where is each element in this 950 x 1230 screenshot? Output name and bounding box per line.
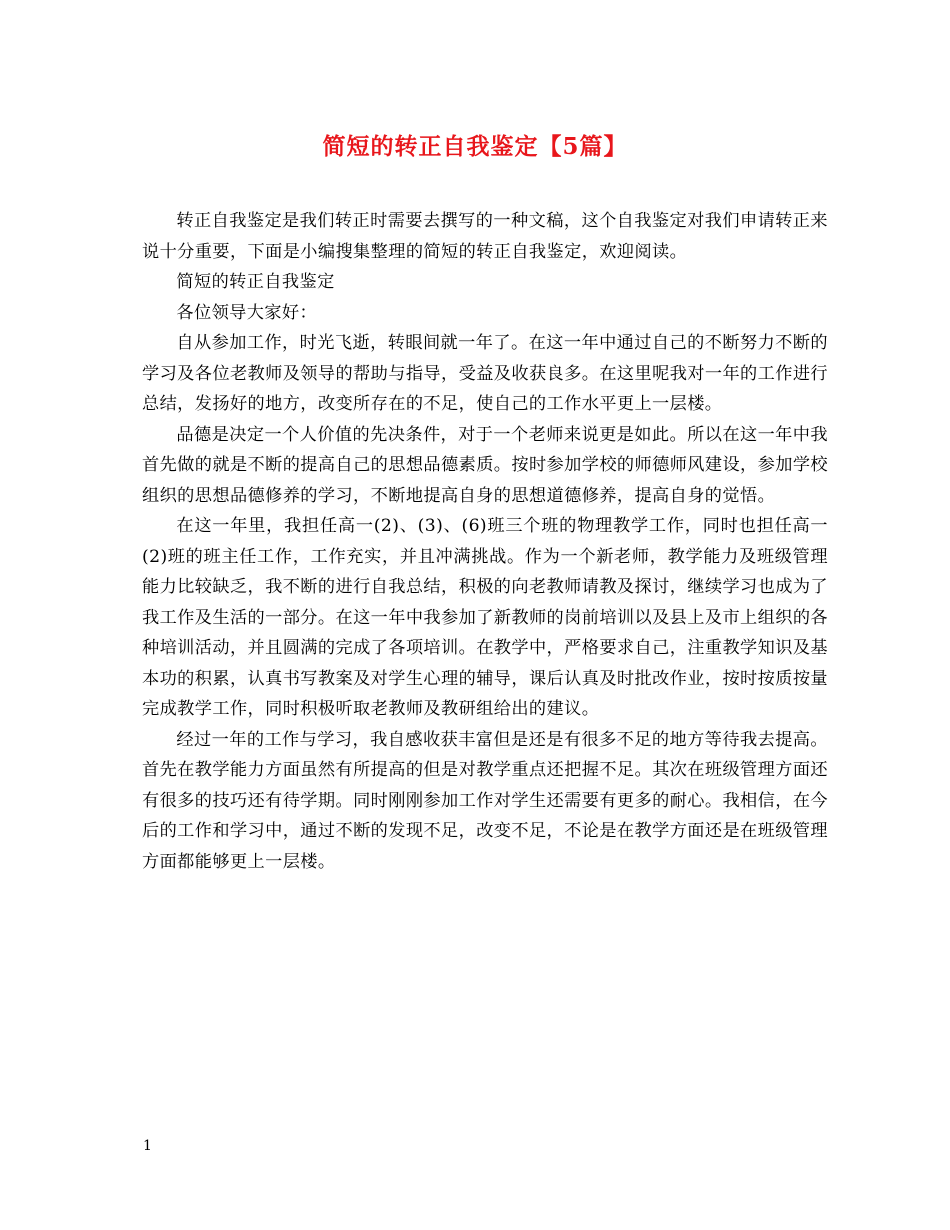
paragraph-teaching-work: 在这一年里，我担任高一(2)、(3)、(6)班三个班的物理教学工作，同时也担任高一(2)班的班主任工作，工作充实，并且冲满挑战。作为一个新老师，教学能力及班级管理能力比较缺乏，我不断的进行自我总结，积极的向老教师请教及探讨，继续学习也成为了我工作及生活的一部分。在这一年中我参加了新教师的岗前培训以及县上及市上组织的各种培训活动，并且圆满的完成了各项培训。在教学中，严格要求自己，注重教学知识及基本功的积累，认真书写教案及对学生心理的辅导，课后认真及时批改作业，按时按质按量完成教学工作，同时积极听取老教师及教研组给出的建议。	[142, 516, 828, 719]
paragraph-greeting: 各位领导大家好：	[176, 302, 318, 323]
document-body	[142, 206, 828, 877]
paragraph-intro: 转正自我鉴定是我们转正时需要去撰写的一种文稿，这个自我鉴定对我们申请转正来说十分重要，下面是小编搜集整理的简短的转正自我鉴定，欢迎阅读。	[142, 211, 828, 262]
paragraph-subtitle: 简短的转正自我鉴定	[176, 272, 335, 292]
paragraph-conclusion: 经过一年的工作与学习，我自感收获丰富但是还是有很多不足的地方等待我去提高。首先在教学能力方面虽然有所提高的但是对教学重点还把握不足。其次在班级管理方面还有很多的技巧还有待学期。同时刚刚参加工作对学生还需要有更多的耐心。我相信，在今后的工作和学习中，通过不断的发现不足，改变不足，不论是在教学方面还是在班级管理方面都能够更上一层楼。	[142, 729, 828, 872]
paragraph-work-summary: 自从参加工作，时光飞逝，转眼间就一年了。在这一年中通过自己的不断努力不断的学习及各位老教师及领导的帮助与指导，受益及收获良多。在这里呢我对一年的工作进行总结，发扬好的地方，改变所存在的不足，使自己的工作水平更上一层楼。	[142, 333, 828, 414]
document-title: 简短的转正自我鉴定【5篇】	[322, 133, 628, 160]
paragraph-moral-quality: 品德是决定一个人价值的先决条件，对于一个老师来说更是如此。所以在这一年中我首先做的就是不断的提高自己的思想品德素质。按时参加学校的师德师风建设，参加学校组织的思想品德修养的学习，不断地提高自身的思想道德修养，提高自身的觉悟。	[142, 424, 828, 506]
page-number: 1	[143, 1138, 152, 1154]
